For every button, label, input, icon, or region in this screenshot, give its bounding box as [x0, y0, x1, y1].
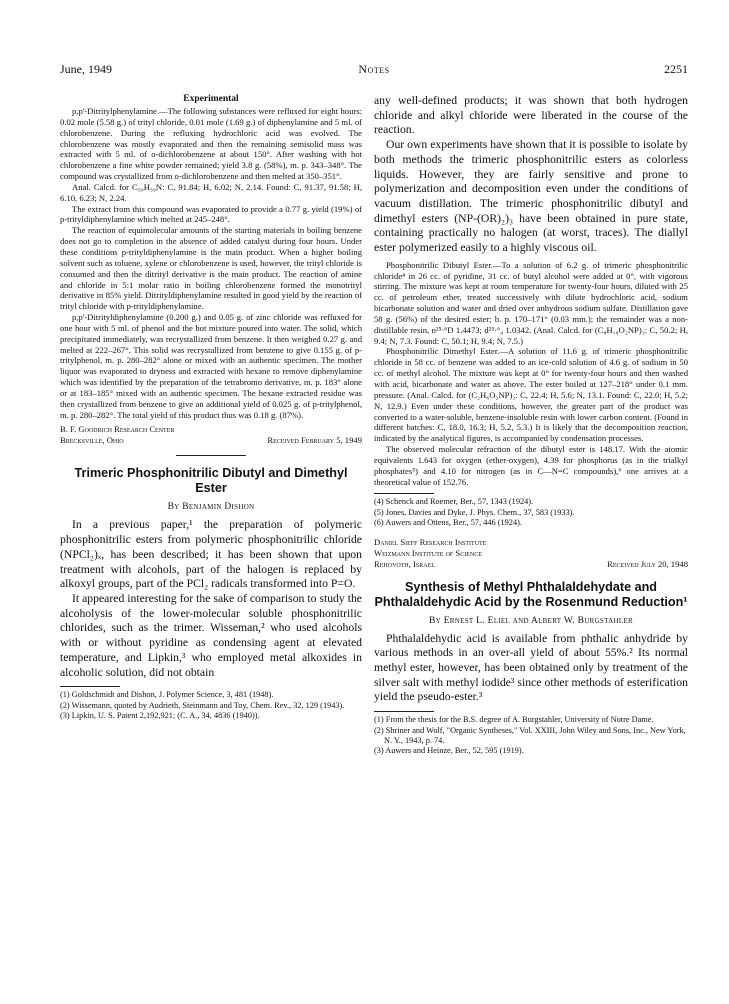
body-paragraph: Phthalaldehydic acid is available from phthalic anhydride by various methods in an over-all yield of about 55%.² Its normal methyl ester, however, has been obtained only by treatment of the silver salt with methyl iodide³ since other methods of esterification yield the pseudo-ester.³: [374, 631, 688, 704]
affiliation-line: [374, 559, 688, 570]
author-dishon: By Benjamin Dishon: [167, 502, 255, 513]
affiliation-goodrich: [60, 424, 362, 446]
paragraph-zinc-chloride: p,p'-Ditrityldiphenylamine (0.200 g.) and 0.05 g. of zinc chloride was refluxed for one hour with 5 ml. of phenol and the hot mixture poured into water. The solid, which precipitated immediately, was recrystallized from benzene. It then weighed 0.27 g. and melted at 222–267°. This solid was recrystallized from benzene to give 0.155 g. of p-tritylphenol, m. p. 280–282° alone or mixed with an authentic specimen. The mother liquor was evaporated to dryness and extracted with hexane to remove diphenylamine which was identified by the preparation of the tetrabromo derivative, m. p. 183° alone or at 183–185° mixed with an authentic specimen. The hexane extracted residue was then crystallized from benzene to give an additional yield of 0.025 g. of p-tritylphenol, m. p. 280–282°. The total yield of this product thus was 0.18 g. (87%).: [60, 312, 362, 420]
author-eliel-burgstahler: By Ernest L. Eliel and Albert W. Burgstahler: [429, 615, 633, 626]
footnote: (3) Auwers and Heinze, Ber., 52, 595 (1919).: [374, 746, 524, 756]
header-date: June, 1949: [60, 62, 112, 76]
paragraph-refraction: The observed molecular refraction of the dibutyl ester is 148.17. With the atomic equivalents 1.643 for oxygen (ether-oxygen), 4.39 for phosphorus (as in the trialkyl phosphates⁵) and 4.10 for nitrogen (as in C—N=C compounds),⁶ one arrives at a theoretical value of 152.76.: [374, 444, 688, 487]
body-paragraph: It appeared interesting for the sake of comparison to study the alcoholysis of the lower-molecular soluble phosphonitrilic chlorides, such as the trimer. Wisseman,² who used alcohols with or without pyridine as condensing agent at elevated temperature, and Lipkin,³ who employed metal alkoxides in alcoholic solution, did not obtain: [60, 591, 362, 679]
footnote: (5) Jones, Davies and Dyke, J. Phys. Chem., 37, 583 (1933).: [374, 507, 575, 517]
page-header: [60, 62, 688, 76]
left-column: [60, 94, 362, 721]
body-paragraph: In a previous paper,¹ the preparation of polymeric phosphonitrilic esters from polymeric phosphonitrilic chloride (NPCl₂)ₓ, has been described; it has been shown that upon treatment with alcohols, part of the halogen is replaced by alkoxyl groups, part of the PCl₂ radicals transformed into P=O.: [60, 518, 362, 591]
divider: [176, 455, 246, 456]
paragraph-dibutyl-ester: Phosphonitrilic Dibutyl Ester.—To a solution of 6.2 g. of trimeric phosphonitrilic chloride⁴ in 26 cc. of pyridine, 31 cc. of butyl alcohol were added at 0°, with vigorous stirring. The mixture was kept at room temperature for twenty-four hours, diluted with 25 cc. of petroleum ether, treated successively with dilute hydrochloric acid, sodium bicarbonate solution and water and dried over anhydrous sodium sulfate. Distillation gave 58 g. (56%) of the desired ester; b. p. 170–171° (0.03 mm.); the remainder was a non-distillable resin, n²⁵·⁶D 1.4473; d²⁵·⁶₄ 1.0342. (Anal. Calcd. for (C₈H₁₈O₂NP)₃: C, 50.2; H, 9.4; N, 7.3. Found: C, 50.1; H, 9.4; N, 7.5.): [374, 259, 688, 346]
affiliation-line: Weizmann Institute of Science: [374, 547, 482, 558]
header-section: Notes: [358, 62, 390, 76]
footnote: (1) Goldschmidt and Dishon, J. Polymer Science, 3, 481 (1948).: [60, 690, 274, 700]
footnote-rule: [374, 711, 434, 712]
affiliation-city: Brecksville, Ohio: [60, 435, 124, 446]
affiliation-weizmann: [374, 537, 688, 570]
experimental-heading: Experimental: [183, 94, 239, 104]
paragraph-ditrityl-prep: p,p'-Ditritylphenylamine.—The following substances were refluxed for eight hours: 0.02 mole (5.58 g.) of trityl chloride, 0.01 mole (1.69 g.) of diphenylamine and 5 ml. of chlorobenzene. During the refluxing hydrochloric acid was evolved. The chlorobenzene was mostly evaporated and then the remaining semisolid mass was extracted with 5 ml. of o-dichlorobenzene at about 150°. After washing with hot chlorobenzene a fine white powder remained; yield 3.8 g. (58%), m. p. 343–348°. The compound was crystallized from o-dichlorobenzene and then melted at 350–351°.: [60, 106, 362, 182]
footnotes: [374, 715, 688, 757]
footnote-rule: [374, 493, 434, 494]
affiliation-line: Daniel Sieff Research Institute: [374, 536, 487, 547]
footnote: (2) Shriner and Wolf, "Organic Syntheses," Vol. XXIII, John Wiley and Sons, Inc., New York, N. Y., 1943, p. 74.: [374, 725, 686, 745]
body-paragraph: Our own experiments have shown that it is possible to isolate by both methods the trimeric phosphonitrilic esters as colorless liquids. However, they are fairly sensitive and prone to polymerization and decomposition even under the conditions of vacuum distillation. The trimeric phosphonitrilic dibutyl and dimethyl esters (NP-(OR)₂)₃ have been obtained in pure state, containing practically no halogen (at worst, traces). The diallyl ester polymerized easily to a highly viscous oil.: [374, 138, 688, 255]
footnote: (1) From the thesis for the B.S. degree of A. Burgstahler, University of Notre Dame.: [374, 715, 654, 725]
body-paragraph: any well-defined products; it was shown that both hydrogen chloride and alkyl chloride were liberated in the course of the reaction.: [374, 94, 688, 137]
affiliation-line: [60, 435, 362, 446]
footnotes: [374, 497, 688, 528]
footnote: (2) Wissemann, quoted by Audrieth, Steinmann and Toy, Chem. Rev., 32, 129 (1943).: [60, 700, 345, 710]
right-column: [374, 94, 688, 757]
footnote-rule: [60, 686, 120, 687]
footnote: (3) Lipkin, U. S. Patent 2,192,921; (C. A., 34, 4836 (1940)).: [60, 711, 260, 721]
article-title-phthalaldehydate: Synthesis of Methyl Phthalaldehydate and Phthalaldehydic Acid by the Rosenmund Reduction¹: [374, 579, 688, 609]
affiliation-city: Rehovoth, Israel: [374, 558, 435, 569]
footnotes: [60, 690, 362, 721]
affiliation-line: B. F. Goodrich Research Center: [60, 424, 175, 435]
paragraph-dimethyl-ester: Phosphonitrilic Dimethyl Ester.—A solution of 11.6 g. of trimeric phosphonitrilic chloride in 58 cc. of benzene was added to an ice-cold solution of 4.6 g. of sodium in 50 cc. of methyl alcohol. The mixture was kept at 0° for twenty-four hours and then washed with acid, bicarbonate and water as above. The ester boiled at 127–218° under 0.1 mm. pressure. (Anal. Calcd. for (C₂H₆O₂NP)₃: C, 22.4; H, 5.6; N, 13.1. Found: C, 22.0; H, 5.2; N, 12.9.) Even under these conditions, however, the greater part of the product was converted to a water-soluble, benzene-insoluble resin with lower carbon content. (Found in different batches: C, 18.0, 16.3; H, 5.2, 5.3.) It is likely that the decomposition reaction, indicated by the analytical figures, is accompanied by condensation processes.: [374, 346, 688, 444]
received-date: Received February 5, 1949: [267, 435, 362, 446]
footnote: (4) Schenck and Roemer, Ber., 57, 1343 (1924).: [374, 497, 534, 507]
footnote: (6) Auwers and Ottens, Ber., 57, 446 (1924).: [374, 518, 522, 528]
article-title-phosphonitrilic: Trimeric Phosphonitrilic Dibutyl and Dimethyl Ester: [74, 466, 348, 496]
received-date: Received July 20, 1948: [607, 558, 688, 569]
page-number: 2251: [664, 62, 688, 76]
paragraph-analysis: Anal. Calcd. for C₅₀H₃₉N: C, 91.84; H, 6.02; N, 2.14. Found: C, 91.37, 91.58; H, 6.10, 6.23; N, 2.24.: [60, 181, 362, 203]
paragraph-extract: The extract from this compound was evaporated to provide a 0.77 g. yield (19%) of p-trityldiphenylamine which melted at 245–248°.: [60, 203, 362, 225]
paragraph-equimolecular: The reaction of equimolecular amounts of the starting materials in boiling benzene does not go to completion in the absence of added catalyst during four hours. Under these conditions p-trityldiphenylamine is the main product. When a higher boiling solvent such as toluene, xylene or chlorobenzene is used, however, the trityl chloride is consumed and then the ditrityl derivative is the main product. The reaction of amine and chloride in 5:1 molar ratio in boiling chlorobenzene formed the monotrityl derivative in 85% yield. Ditrityldiphenylamine resulted in good yield by the reaction of trityl chloride with p-trityldiphenylamine.: [60, 225, 362, 312]
